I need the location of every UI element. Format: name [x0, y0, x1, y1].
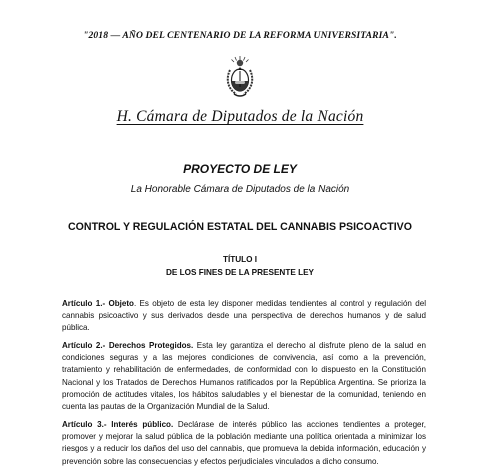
- article-2: [62, 340, 426, 413]
- section-subtitle: DE LOS FINES DE LA PRESENTE LEY: [165, 268, 314, 277]
- chamber-name-text: H. Cámara de Diputados de la Nación: [116, 108, 364, 125]
- year-motto: "2018 — AÑO DEL CENTENARIO DE LA REFORMA UNIVERSITARIA".: [83, 30, 397, 41]
- document-type: PROYECTO DE LEY: [183, 162, 297, 176]
- chamber-name: [0, 108, 480, 126]
- law-title: CONTROL Y REGULACIÓN ESTATAL DEL CANNABIS PSICOACTIVO: [68, 221, 412, 233]
- section-title: TÍTULO I: [222, 255, 258, 264]
- article-1-text: . Es objeto de esta ley disponer medidas tendientes al control y regulación del cannabis psicoactivo y sus derivados desde una perspectiva de derechos humanos y de salud pública.: [62, 299, 426, 333]
- article-2-text: Esta ley garantiza el derecho al disfrute pleno de la salud en condiciones seguras y a las mejores condiciones de convivencia, así como a la prevención, tratamiento y rehabilitación de enfermedades, de conformidad con lo dispuesto en la Constitución Nacional y los Tratados de Derechos Humanos ratificados por la República Argentina. Se prioriza la promoción de actitudes vitales, los hábitos saludables y el bienestar de la comunidad, teniendo en cuenta las pautas de la Organización Mundial de la Salud.: [62, 341, 426, 412]
- coat-of-arms-icon: [224, 54, 256, 98]
- document-presenter: La Honorable Cámara de Diputados de la Nación: [130, 184, 350, 195]
- article-1-heading: Artículo 1.- Objeto: [62, 299, 134, 308]
- article-3: [62, 419, 426, 468]
- article-3-heading: Artículo 3.- Interés público.: [62, 420, 174, 429]
- article-2-heading: Artículo 2.- Derechos Protegidos.: [62, 341, 194, 350]
- article-1: [62, 298, 426, 335]
- article-3-text: Declárase de interés público las acciones tendientes a proteger, promover y mejorar la salud pública de la población mediante una política orientada a minimizar los riesgos y a reducir los daños del uso del cannabis, que promueva la debida información, educación y prevención sobre las consecuencias y efectos perjudiciales vinculados a dicho consumo.: [62, 420, 426, 466]
